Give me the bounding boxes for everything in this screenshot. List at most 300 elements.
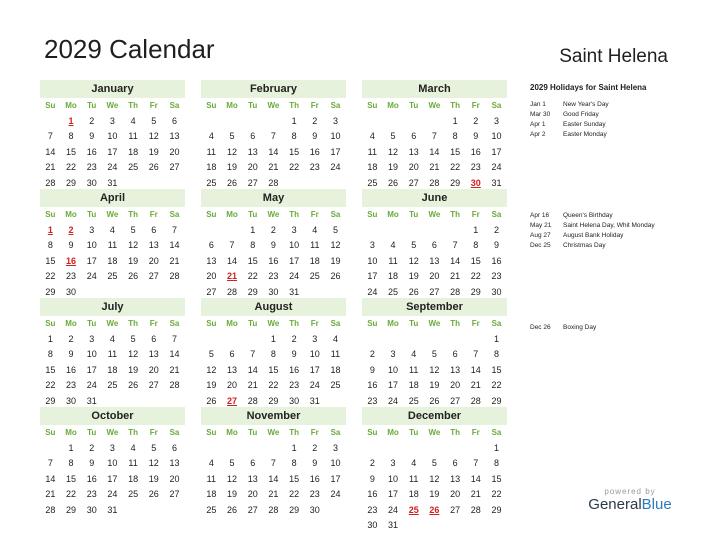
week-row (201, 254, 346, 269)
day-cell: 9 (68, 349, 74, 360)
day-cell: 3 (332, 443, 338, 453)
day-cell: 17 (388, 380, 399, 391)
holiday-date: Dec 25 (530, 242, 551, 249)
empty-day-cell (403, 332, 424, 347)
empty-day-cell (424, 114, 445, 129)
month-header: March (362, 80, 507, 98)
day-cell: 1 (250, 225, 256, 235)
day-cell: 3 (89, 334, 95, 344)
day-cell: 9 (369, 364, 375, 375)
day-cell: 7 (473, 349, 479, 360)
day-cell: 4 (312, 225, 318, 235)
day-cell: 17 (86, 364, 97, 375)
empty-day-cell (424, 441, 445, 456)
day-cell: 25 (206, 177, 217, 188)
day-cell: 7 (47, 131, 53, 142)
weekday-label: Mo (226, 319, 238, 328)
weekday-row (201, 207, 346, 223)
weekday-label: We (106, 428, 119, 437)
day-cell: 10 (330, 131, 341, 142)
day-cell: 17 (388, 489, 399, 500)
day-cell: 24 (289, 271, 300, 282)
day-cell: 2 (369, 458, 375, 469)
week-row (201, 129, 346, 144)
day-cell: 22 (66, 162, 77, 173)
day-cell: 20 (247, 162, 258, 173)
day-cell: 1 (291, 443, 297, 453)
weekday-row (362, 207, 507, 223)
day-cell: 16 (66, 364, 77, 375)
day-cell: 22 (247, 271, 258, 282)
day-cell: 19 (148, 146, 159, 157)
weekday-label: Sa (330, 101, 341, 110)
day-cell: 1 (47, 334, 53, 344)
week-row (40, 269, 185, 284)
empty-day-cell (445, 518, 466, 533)
day-cell: 26 (330, 271, 341, 282)
day-cell: 20 (148, 255, 159, 266)
day-cell: 28 (169, 380, 180, 391)
brand-name (588, 496, 672, 513)
weekday-label: Mo (65, 101, 77, 110)
day-cell: 2 (493, 225, 499, 235)
month-header: November (201, 407, 346, 425)
day-cell: 22 (45, 271, 56, 282)
day-cell: 6 (250, 458, 256, 469)
day-cell: 27 (429, 286, 440, 297)
day-cell: 16 (491, 255, 502, 266)
month-july (40, 298, 185, 409)
week-row (362, 441, 507, 456)
holiday-day-cell: 21 (227, 271, 238, 282)
day-cell: 28 (470, 504, 481, 515)
day-cell: 19 (206, 380, 217, 391)
day-cell: 25 (107, 380, 118, 391)
month-header: April (40, 189, 185, 207)
weekday-label: Sa (169, 319, 180, 328)
month-august (201, 298, 346, 409)
day-cell: 31 (107, 177, 118, 188)
day-cell: 27 (206, 286, 217, 297)
day-cell: 25 (107, 271, 118, 282)
day-cell: 27 (169, 162, 180, 173)
day-cell: 17 (289, 255, 300, 266)
day-cell: 11 (409, 364, 419, 375)
day-cell: 4 (332, 334, 338, 344)
day-cell: 7 (473, 458, 479, 469)
holiday-day-cell: 2 (68, 225, 74, 235)
holiday-row (530, 110, 700, 120)
weekday-label: Sa (169, 101, 180, 110)
day-cell: 6 (411, 131, 417, 142)
day-cell: 17 (107, 146, 118, 157)
day-cell: 7 (171, 225, 177, 235)
week-row (201, 456, 346, 471)
weekday-label: Fr (310, 319, 319, 328)
month-header: December (362, 407, 507, 425)
week-row (201, 363, 346, 378)
day-cell: 28 (247, 395, 258, 406)
day-cell: 8 (68, 458, 74, 469)
day-cell: 18 (107, 255, 118, 266)
day-cell: 24 (330, 162, 341, 173)
month-header: June (362, 189, 507, 207)
day-cell: 24 (388, 504, 399, 515)
empty-day-cell (222, 223, 243, 238)
weekday-label: Th (289, 210, 299, 219)
day-cell: 20 (450, 489, 461, 500)
day-cell: 10 (491, 131, 502, 142)
day-cell: 24 (388, 395, 399, 406)
holiday-date: Aug 27 (530, 232, 551, 239)
day-cell: 7 (452, 240, 458, 251)
page-title: 2029 Calendar (44, 34, 215, 64)
day-cell: 27 (450, 504, 461, 515)
day-cell: 21 (169, 364, 180, 375)
week-row (362, 129, 507, 144)
day-cell: 1 (493, 334, 499, 344)
empty-day-cell (40, 441, 61, 456)
day-cell: 4 (369, 131, 375, 142)
day-cell: 6 (452, 458, 458, 469)
weekday-label: Su (45, 101, 56, 110)
day-cell: 4 (109, 225, 115, 235)
day-cell: 4 (411, 458, 417, 469)
month-march (362, 80, 507, 191)
day-cell: 22 (470, 271, 481, 282)
week-row (362, 332, 507, 347)
weekday-label: Mo (387, 319, 399, 328)
day-cell: 9 (312, 131, 318, 142)
day-cell: 12 (227, 146, 238, 157)
weekday-label: Su (206, 210, 217, 219)
day-cell: 28 (429, 177, 440, 188)
week-row (40, 254, 185, 269)
day-cell: 18 (309, 255, 320, 266)
day-cell: 24 (367, 286, 378, 297)
day-cell: 24 (86, 271, 97, 282)
day-cell: 3 (291, 225, 297, 235)
day-cell: 2 (369, 349, 375, 360)
weekday-label: Tu (248, 319, 258, 328)
weekday-label: Su (206, 101, 217, 110)
day-cell: 19 (227, 162, 238, 173)
weekday-row (40, 98, 185, 114)
weekday-label: Fr (471, 428, 480, 437)
day-cell: 2 (89, 116, 95, 126)
day-cell: 7 (270, 458, 276, 469)
day-cell: 12 (206, 364, 217, 375)
day-cell: 5 (332, 225, 338, 235)
weekday-label: Th (128, 428, 138, 437)
holiday-name: Christmas Day (563, 242, 606, 249)
day-cell: 5 (130, 225, 136, 235)
day-cell: 6 (229, 349, 235, 360)
week-row (362, 472, 507, 487)
month-april (40, 189, 185, 300)
day-cell: 24 (491, 162, 502, 173)
day-cell: 11 (367, 146, 378, 157)
week-row (201, 347, 346, 362)
day-cell: 23 (367, 504, 378, 515)
empty-day-cell (362, 223, 383, 238)
weekday-label: We (267, 319, 280, 328)
weekday-label: Fr (310, 101, 319, 110)
week-row (40, 363, 185, 378)
day-cell: 12 (429, 473, 440, 484)
day-cell: 29 (491, 504, 502, 515)
empty-day-cell (222, 441, 243, 456)
day-cell: 22 (268, 380, 279, 391)
weekday-label: Fr (149, 428, 158, 437)
day-cell: 14 (169, 349, 180, 360)
day-cell: 23 (491, 271, 502, 282)
day-cell: 5 (151, 116, 157, 126)
day-cell: 12 (128, 349, 139, 360)
day-cell: 28 (45, 504, 56, 515)
day-cell: 18 (408, 380, 419, 391)
day-cell: 28 (470, 395, 481, 406)
day-cell: 28 (450, 286, 461, 297)
empty-day-cell (362, 332, 383, 347)
weekday-label: Mo (387, 101, 399, 110)
week-row (362, 518, 507, 533)
day-cell: 25 (388, 286, 399, 297)
day-cell: 29 (491, 395, 502, 406)
day-cell: 7 (270, 131, 276, 142)
weekday-label: Th (289, 428, 299, 437)
day-cell: 23 (86, 489, 97, 500)
weekday-label: Sa (169, 428, 180, 437)
week-row (40, 441, 185, 456)
day-cell: 14 (45, 146, 56, 157)
empty-day-cell (424, 223, 445, 238)
weekday-label: We (267, 428, 280, 437)
day-cell: 16 (367, 489, 378, 500)
day-cell: 21 (429, 162, 440, 173)
day-cell: 17 (309, 364, 320, 375)
day-cell: 13 (450, 364, 461, 375)
month-may (201, 189, 346, 300)
day-cell: 12 (128, 240, 139, 251)
day-cell: 6 (250, 131, 256, 142)
day-cell: 23 (367, 395, 378, 406)
day-cell: 18 (128, 473, 139, 484)
day-cell: 15 (45, 364, 56, 375)
weekday-label: Mo (65, 210, 77, 219)
brand-name-a: General (588, 496, 642, 513)
week-row (201, 114, 346, 129)
empty-day-cell (403, 223, 424, 238)
day-cell: 27 (247, 177, 258, 188)
day-cell: 17 (107, 473, 118, 484)
day-cell: 25 (206, 504, 217, 515)
day-cell: 26 (408, 286, 419, 297)
month-header: February (201, 80, 346, 98)
day-cell: 20 (450, 380, 461, 391)
day-cell: 5 (130, 334, 136, 344)
day-cell: 14 (429, 146, 440, 157)
day-cell: 16 (309, 473, 320, 484)
day-cell: 2 (312, 116, 318, 126)
week-row (201, 378, 346, 393)
empty-day-cell (201, 223, 222, 238)
day-cell: 1 (291, 116, 297, 126)
day-cell: 29 (66, 504, 77, 515)
empty-day-cell (362, 114, 383, 129)
day-cell: 31 (491, 177, 502, 188)
day-cell: 9 (473, 131, 479, 142)
day-cell: 10 (330, 458, 341, 469)
day-cell: 27 (148, 380, 159, 391)
holiday-group (530, 323, 700, 333)
day-cell: 27 (450, 395, 461, 406)
week-row (40, 238, 185, 253)
empty-day-cell (383, 332, 404, 347)
day-cell: 3 (493, 116, 499, 126)
weekday-label: Tu (409, 210, 419, 219)
week-row (201, 269, 346, 284)
day-cell: 29 (247, 286, 258, 297)
day-cell: 21 (470, 380, 481, 391)
day-cell: 26 (128, 380, 139, 391)
day-cell: 13 (148, 349, 159, 360)
day-cell: 10 (107, 458, 118, 469)
week-row (201, 472, 346, 487)
day-cell: 16 (289, 364, 300, 375)
holiday-row (530, 241, 700, 251)
day-cell: 16 (268, 255, 279, 266)
holiday-row (530, 100, 700, 110)
day-cell: 29 (470, 286, 481, 297)
day-cell: 11 (107, 349, 118, 360)
day-cell: 2 (312, 443, 318, 453)
weekday-label: Sa (491, 101, 502, 110)
day-cell: 27 (148, 271, 159, 282)
empty-day-cell (403, 518, 424, 533)
day-cell: 22 (66, 489, 77, 500)
day-cell: 11 (206, 146, 217, 157)
empty-day-cell (362, 441, 383, 456)
day-cell: 21 (247, 380, 258, 391)
holiday-date: May 21 (530, 222, 552, 229)
day-cell: 28 (268, 177, 279, 188)
day-cell: 10 (309, 349, 320, 360)
day-cell: 23 (309, 489, 320, 500)
day-cell: 16 (86, 146, 97, 157)
week-row (40, 129, 185, 144)
week-row (201, 160, 346, 175)
week-row (362, 487, 507, 502)
day-cell: 26 (128, 271, 139, 282)
empty-day-cell (222, 332, 243, 347)
week-row (362, 269, 507, 284)
month-february (201, 80, 346, 191)
holiday-name: Easter Sunday (563, 121, 606, 128)
empty-day-cell (143, 503, 164, 518)
weekday-label: Mo (387, 428, 399, 437)
day-cell: 11 (409, 473, 419, 484)
week-row (40, 456, 185, 471)
weekday-row (40, 207, 185, 223)
week-row (201, 332, 346, 347)
day-cell: 16 (367, 380, 378, 391)
day-cell: 23 (289, 380, 300, 391)
day-cell: 2 (89, 443, 95, 453)
week-row (362, 503, 507, 518)
day-cell: 13 (148, 240, 159, 251)
week-row (201, 145, 346, 160)
weekday-label: Fr (310, 428, 319, 437)
empty-day-cell (445, 332, 466, 347)
weekday-row (201, 98, 346, 114)
weekday-label: Th (450, 428, 460, 437)
month-june (362, 189, 507, 300)
empty-day-cell (242, 441, 263, 456)
week-row (362, 223, 507, 238)
day-cell: 15 (66, 473, 77, 484)
day-cell: 13 (227, 364, 238, 375)
day-cell: 8 (493, 349, 499, 360)
month-september (362, 298, 507, 424)
day-cell: 9 (291, 349, 297, 360)
empty-day-cell (201, 332, 222, 347)
day-cell: 22 (450, 162, 461, 173)
week-row (362, 456, 507, 471)
day-cell: 22 (289, 162, 300, 173)
weekday-label: Tu (409, 428, 419, 437)
weekday-label: Tu (87, 101, 97, 110)
day-cell: 8 (270, 349, 276, 360)
day-cell: 11 (206, 473, 217, 484)
day-cell: 11 (388, 255, 398, 266)
day-cell: 31 (86, 395, 97, 406)
day-cell: 5 (208, 349, 214, 360)
month-header: July (40, 298, 185, 316)
weekday-label: Fr (149, 319, 158, 328)
day-cell: 29 (45, 395, 56, 406)
month-november (201, 407, 346, 518)
day-cell: 19 (429, 380, 440, 391)
day-cell: 29 (450, 177, 461, 188)
empty-day-cell (383, 114, 404, 129)
empty-day-cell (123, 503, 144, 518)
day-cell: 19 (128, 364, 139, 375)
weekday-label: Mo (65, 319, 77, 328)
day-cell: 21 (470, 489, 481, 500)
holiday-row (530, 120, 700, 130)
day-cell: 1 (473, 225, 479, 235)
day-cell: 14 (450, 255, 461, 266)
empty-day-cell (383, 223, 404, 238)
day-cell: 7 (250, 349, 256, 360)
powered-by-label: powered by (604, 487, 656, 496)
day-cell: 13 (169, 458, 180, 469)
day-cell: 16 (86, 473, 97, 484)
weekday-label: Tu (248, 428, 258, 437)
week-row (40, 223, 185, 238)
day-cell: 3 (312, 334, 318, 344)
day-cell: 8 (47, 240, 53, 251)
day-cell: 26 (227, 504, 238, 515)
holiday-date: Mar 30 (530, 111, 551, 118)
weekday-label: We (267, 210, 280, 219)
day-cell: 8 (493, 458, 499, 469)
day-cell: 9 (493, 240, 499, 251)
month-header: January (40, 80, 185, 98)
weekday-label: Tu (87, 428, 97, 437)
day-cell: 30 (491, 286, 502, 297)
